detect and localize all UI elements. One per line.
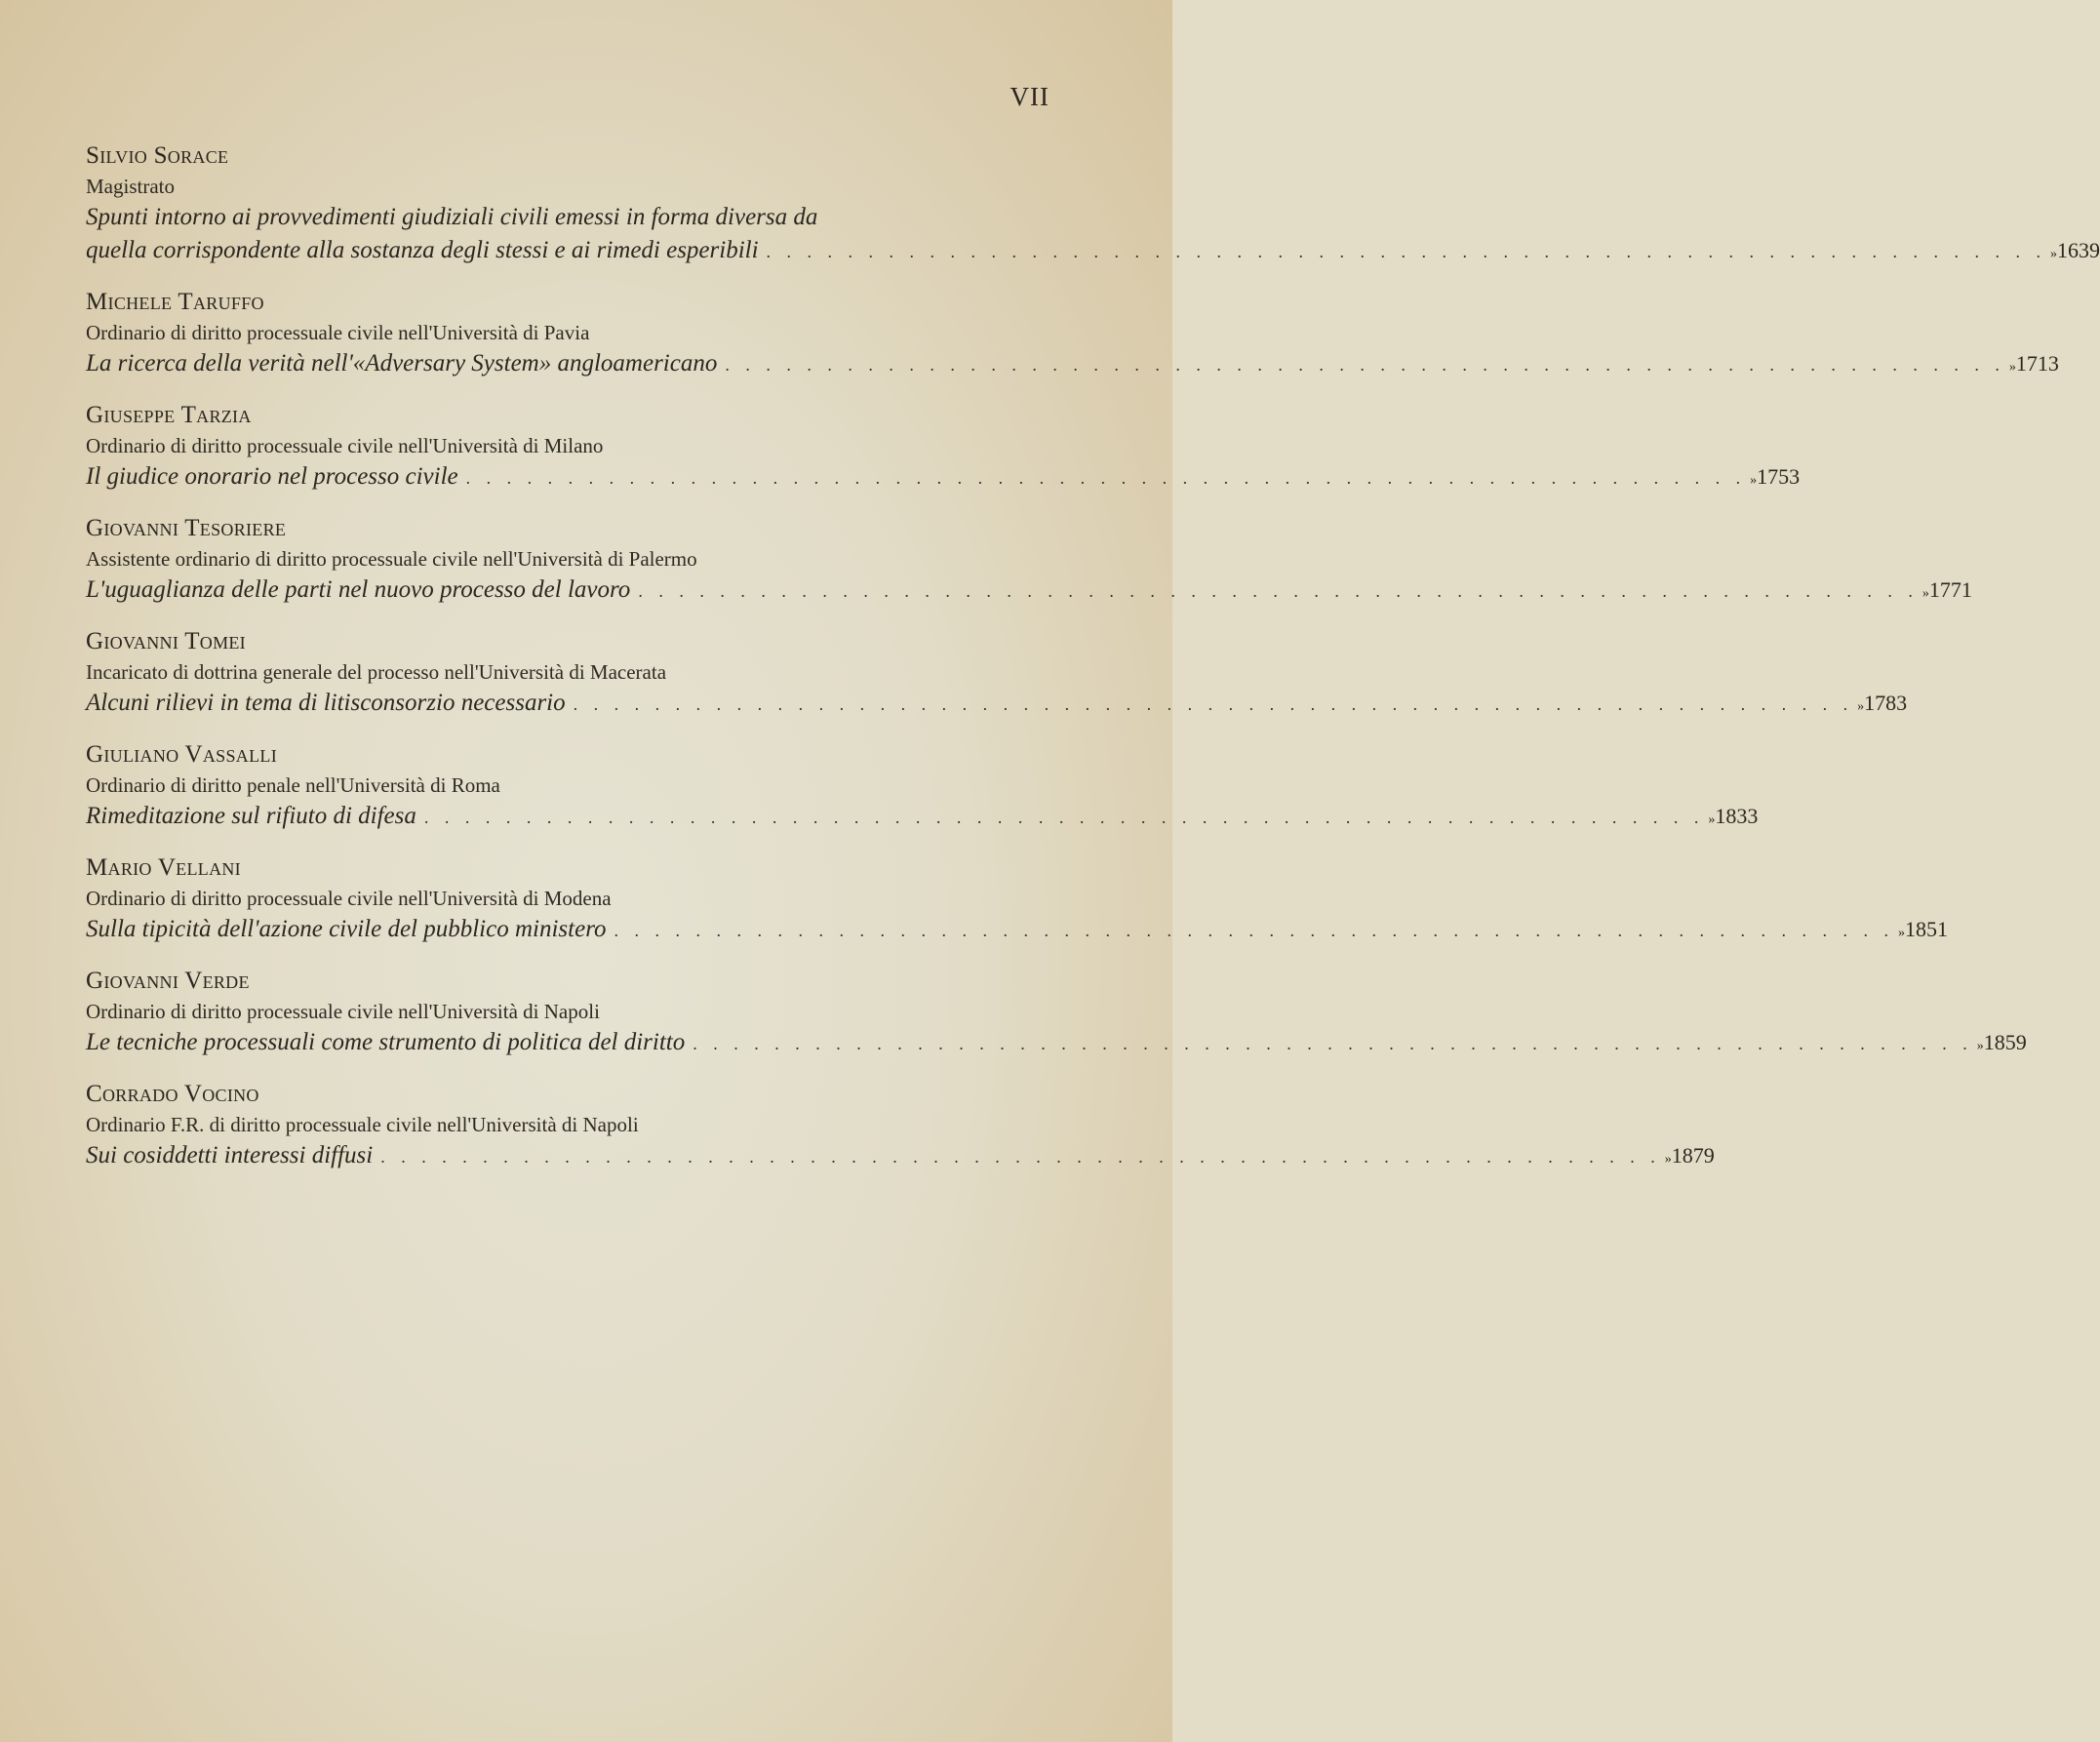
author-affiliation: Magistrato [86, 175, 175, 198]
toc-title-line [86, 800, 1759, 837]
author-name: Corrado Vocino [86, 1081, 259, 1107]
toc-entry [86, 739, 1759, 837]
toc-entry [86, 626, 1908, 724]
toc-title-line [86, 347, 2059, 384]
toc-title-line [86, 574, 1972, 611]
ditto-marker: » [1708, 812, 1716, 827]
ditto-marker: » [1857, 699, 1865, 714]
author-affiliation: Ordinario di diritto processuale civile nell'Università di Milano [86, 434, 604, 457]
dot-leader: . . . . . . . . . . . . . . . . . . . . . . . . . . . . . . . . . . . . . . . . . . . . . . . . . . . . . . . . . . . . . . . [766, 242, 2047, 261]
toc-title-line [86, 913, 1948, 950]
page-reference: 1639 [2057, 238, 2100, 262]
author-name: Giuseppe Tarzia [86, 402, 252, 428]
author-affiliation: Assistente ordinario di diritto processuale civile nell'Università di Palermo [86, 547, 697, 571]
author-name: Giovanni Verde [86, 968, 250, 994]
article-title: La ricerca della verità nell'«Adversary System» angloamericano [86, 350, 718, 376]
toc-title-line [86, 687, 1908, 724]
page-reference: 1851 [1905, 917, 1948, 941]
article-title: Sulla tipicità dell'azione civile del pubblico ministero [86, 916, 607, 942]
article-title: quella corrispondente alla sostanza degli stessi e ai rimedi esperibili [86, 237, 759, 263]
ditto-marker: » [2008, 360, 2016, 375]
toc-entry [86, 852, 1948, 950]
article-title: Sui cosiddetti interessi diffusi [86, 1142, 374, 1168]
table-of-contents [86, 140, 2100, 1192]
author-name: Giovanni Tomei [86, 628, 246, 654]
dot-leader: . . . . . . . . . . . . . . . . . . . . . . . . . . . . . . . . . . . . . . . . . . . . . . . . . . . . . . . . . . . . . . . [465, 468, 1747, 488]
article-title: Le tecniche processuali come strumento di politica del diritto [86, 1029, 686, 1055]
toc-entry [86, 1079, 1715, 1176]
ditto-marker: » [1664, 1152, 1672, 1167]
toc-entry [86, 287, 2059, 384]
page-reference: 1859 [1983, 1030, 2027, 1054]
toc-entry [86, 966, 2027, 1063]
page-reference: 1771 [1928, 577, 1972, 602]
article-title-line1: Spunti intorno ai provvedimenti giudiziali civili emessi in forma diversa da [86, 204, 818, 230]
author-affiliation: Ordinario di diritto processuale civile nell'Università di Pavia [86, 321, 590, 344]
dot-leader: . . . . . . . . . . . . . . . . . . . . . . . . . . . . . . . . . . . . . . . . . . . . . . . . . . . . . . . . . . . . . . . [423, 808, 1705, 827]
article-title: Alcuni rilievi in tema di litisconsorzio necessario [86, 690, 566, 716]
toc-entry [86, 513, 1972, 611]
dot-leader: . . . . . . . . . . . . . . . . . . . . . . . . . . . . . . . . . . . . . . . . . . . . . . . . . . . . . . . . . . . . . . . [725, 355, 2005, 375]
author-affiliation: Ordinario di diritto penale nell'Università di Roma [86, 773, 500, 797]
page-reference: 1753 [1757, 464, 1801, 489]
author-name: Giovanni Tesoriere [86, 515, 287, 541]
dot-leader: . . . . . . . . . . . . . . . . . . . . . . . . . . . . . . . . . . . . . . . . . . . . . . . . . . . . . . . . . . . . . . . [573, 694, 1854, 714]
article-title: L'uguaglianza delle parti nel nuovo processo del lavoro [86, 576, 631, 603]
author-name: Mario Vellani [86, 854, 241, 881]
author-name: Giuliano Vassalli [86, 741, 277, 768]
toc-title-line [86, 460, 1801, 497]
page-number: VII [1010, 82, 1050, 111]
author-name: Silvio Sorace [86, 142, 229, 169]
dot-leader: . . . . . . . . . . . . . . . . . . . . . . . . . . . . . . . . . . . . . . . . . . . . . . . . . . . . . . . . . . . . . . . [380, 1147, 1661, 1167]
toc-entry [86, 140, 2100, 271]
author-affiliation: Ordinario di diritto processuale civile nell'Università di Modena [86, 887, 612, 910]
page-reference: 1833 [1715, 804, 1759, 828]
dot-leader: . . . . . . . . . . . . . . . . . . . . . . . . . . . . . . . . . . . . . . . . . . . . . . . . . . . . . . . . . . . . . . . [614, 921, 1894, 940]
author-affiliation: Ordinario di diritto processuale civile nell'Università di Napoli [86, 1000, 600, 1023]
page-reference: 1713 [2015, 351, 2059, 376]
ditto-marker: » [1898, 926, 1905, 940]
ditto-marker: » [1750, 473, 1758, 488]
article-title: Rimeditazione sul rifiuto di difesa [86, 803, 416, 829]
author-affiliation: Incaricato di dottrina generale del processo nell'Università di Macerata [86, 660, 667, 684]
ditto-marker: » [2050, 247, 2058, 261]
toc-title-line [86, 234, 2100, 271]
toc-entry [86, 400, 1801, 497]
toc-title-line [86, 1026, 2027, 1063]
article-title: Il giudice onorario nel processo civile [86, 463, 458, 490]
author-affiliation: Ordinario F.R. di diritto processuale civile nell'Università di Napoli [86, 1113, 639, 1136]
dot-leader: . . . . . . . . . . . . . . . . . . . . . . . . . . . . . . . . . . . . . . . . . . . . . . . . . . . . . . . . . . . . . . . [693, 1034, 1973, 1053]
ditto-marker: » [1922, 586, 1929, 601]
page-reference: 1783 [1864, 691, 1908, 715]
author-name: Michele Taruffo [86, 289, 264, 315]
ditto-marker: » [1976, 1039, 1984, 1053]
page-reference: 1879 [1671, 1143, 1715, 1168]
toc-title-line [86, 1139, 1715, 1176]
dot-leader: . . . . . . . . . . . . . . . . . . . . . . . . . . . . . . . . . . . . . . . . . . . . . . . . . . . . . . . . . . . . . . . [638, 581, 1919, 601]
